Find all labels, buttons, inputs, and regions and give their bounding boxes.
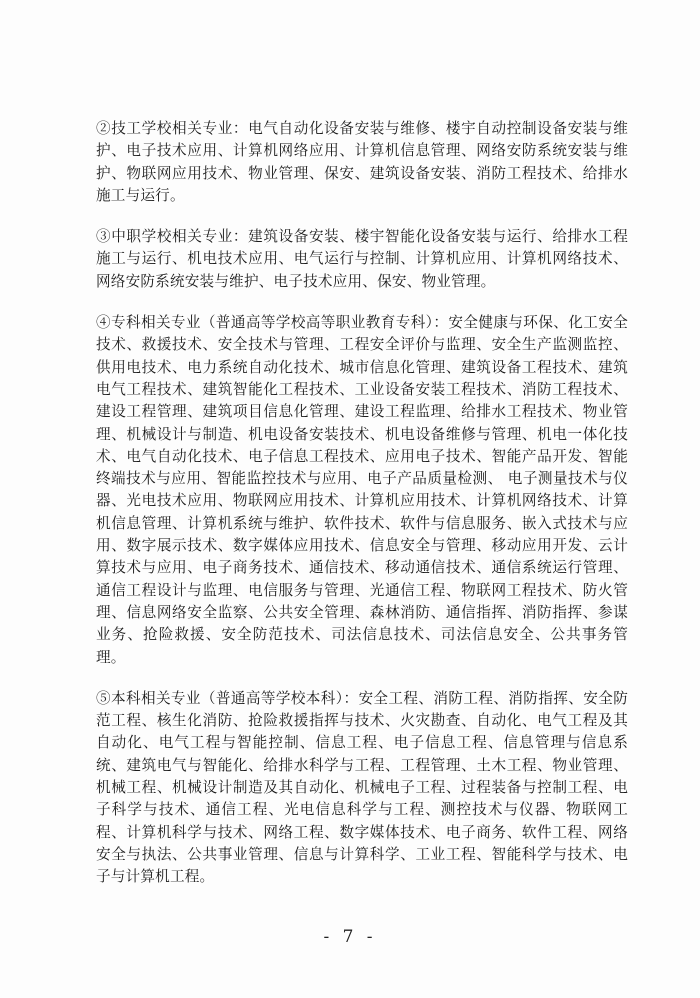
paragraph-technical-school-majors: ②技工学校相关专业：电气自动化设备安装与维修、楼宇自动控制设备安装与维护、电子技术应用、计算机网络应用、计算机信息管理、网络安防系统安装与维护、物联网应用技术、物业管理、保安、建筑设备安装、消防工程技术、给排水施工与运行。 bbox=[96, 120, 628, 204]
paragraph-secondary-vocational-majors: ③中职学校相关专业：建筑设备安装、楼宇智能化设备安装与运行、给排水工程施工与运行、机电技术应用、电气运行与控制、计算机应用、计算机网络技术、网络安防系统安装与维护、电子技术应用、保安、物业管理。 bbox=[96, 228, 628, 290]
paragraph-undergraduate-majors: ⑤本科相关专业（普通高等学校本科）：安全工程、消防工程、消防指挥、安全防范工程、核生化消防、抢险救援指挥与技术、火灾勘查、自动化、电气工程及其自动化、电气工程与智能控制、信息工程、电子信息工程、信息管理与信息系统、建筑电气与智能化、给排水科学与工程、工程管理、土木工程、物业管理、机械工程、机械设计制造及其自动化、机械电子工程、过程装备与控制工程、电子科学与技术、通信工程、光电信息科学与工程、测控技术与仪器、物联网工程、计算机科学与技术、网络工程、数字媒体技术、电子商务、软件工程、网络安全与执法、公共事业管理、信息与计算科学、工业工程、智能科学与技术、电子与计算机工程。 bbox=[96, 689, 628, 886]
document-body bbox=[96, 118, 628, 908]
paragraph-junior-college-majors: ④专科相关专业（普通高等学校高等职业教育专科）：安全健康与环保、化工安全技术、救援技术、安全技术与管理、工程安全评价与监理、安全生产监测监控、供用电技术、电力系统自动化技术、城市信息化管理、建筑设备工程技术、建筑电气工程技术、建筑智能化工程技术、工业设备安装工程技术、消防工程技术、建设工程管理、建筑项目信息化管理、建设工程监理、给排水工程技术、物业管理、机械设计与制造、机电设备安装技术、机电设备维修与管理、机电一体化技术、电气自动化技术、电子信息工程技术、应用电子技术、智能产品开发、智能终端技术与应用、智能监控技术与应用、电子产品质量检测、 电子测量技术与仪器、光电技术应用、物联网应用技术、计算机应用技术、计算机网络技术、计算机信息管理、计算机系统与维护、软件技术、软件与信息服务、嵌入式技术与应用、数字展示技术、数字媒体应用技术、信息安全与管理、移动应用开发、云计算技术与应用、电子商务技术、通信技术、移动通信技术、通信系统运行管理、通信工程设计与监理、电信服务与管理、光通信工程、物联网工程技术、防火管理、信息网络安全监察、公共安全管理、森林消防、通信指挥、消防指挥、参谋业务、抢险救援、安全防范技术、司法信息技术、司法信息安全、公共事务管理。 bbox=[96, 314, 628, 666]
page-number: - 7 - bbox=[323, 927, 377, 947]
